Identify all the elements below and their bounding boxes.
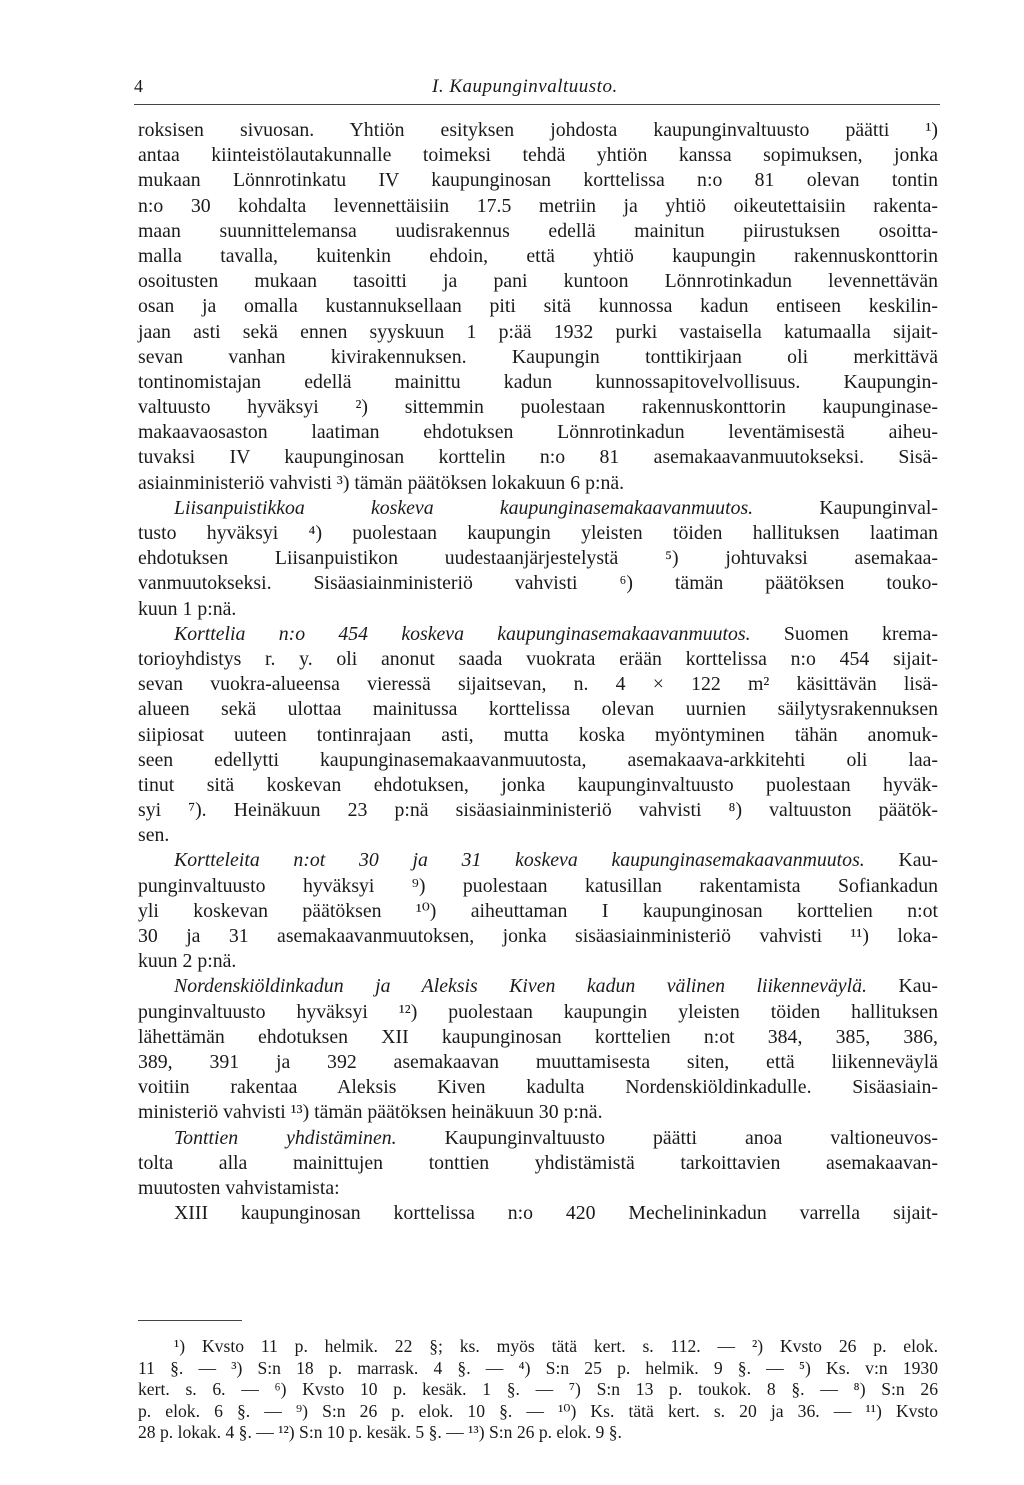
section-heading: Liisanpuistikkoa koskeva kaupunginasemakaavanmuutos. — [174, 496, 754, 519]
text-line — [138, 1126, 938, 1151]
text-line-text: lähettämän ehdotuksen XII kaupunginosan korttelien n:ot 384, 385, 386, — [138, 1025, 938, 1048]
footnote-line — [138, 1358, 938, 1380]
text-line — [138, 848, 938, 873]
text-line — [138, 420, 938, 445]
text-line — [138, 597, 938, 622]
text-line — [138, 798, 938, 823]
text-line — [138, 748, 938, 773]
text-line-text: torioyhdistys r. y. oli anonut saada vuokrata erään korttelissa n:o 454 sijait- — [138, 647, 938, 670]
text-line-text: jaan asti sekä ennen syyskuun 1 p:ää 1932 purki vastaisella katumaalla sijait- — [138, 320, 938, 343]
text-line — [138, 974, 938, 999]
text-line — [138, 496, 938, 521]
text-line-text: osan ja omalla kustannuksellaan piti sitä kunnossa kadun entiseen keskilin- — [138, 295, 938, 318]
text-line-text: kuun 1 p:nä. — [138, 597, 237, 620]
text-line — [138, 924, 938, 949]
text-line-text: Suomen krema- — [750, 622, 938, 645]
page-header — [134, 76, 940, 102]
text-line-text: ministeriö vahvisti ¹³) tämän päätöksen heinäkuun 30 p:nä. — [138, 1101, 603, 1124]
text-line-text: syi ⁷). Heinäkuun 23 p:nä sisäasiainministeriö vahvisti ⁸) valtuuston päätök- — [138, 799, 938, 822]
text-line-text: tolta alla mainittujen tonttien yhdistämistä tarkoittavien asemakaavan- — [138, 1151, 938, 1174]
text-line — [138, 1151, 938, 1176]
footnote-line-text: 11 §. — ³) S:n 18 p. marrask. 4 §. — ⁴) S:n 25 p. helmik. 9 §. — ⁵) Ks. v:n 1930 — [138, 1357, 938, 1378]
text-line-text: asiainministeriö vahvisti ³) tämän päätöksen lokakuun 6 p:nä. — [138, 471, 625, 494]
text-line-text: punginvaltuusto hyväksyi ¹²) puolestaan kaupungin yleisten töiden hallituksen — [138, 1000, 938, 1023]
text-line-text: tinut sitä koskevan ehdotuksen, jonka kaupunginvaltuusto puolestaan hyväk- — [138, 773, 938, 796]
section-heading: Nordenskiöldinkadun ja Aleksis Kiven kadun välinen liikenneväylä. — [174, 975, 867, 998]
text-line-text: seen edellytti kaupunginasemakaavanmuutosta, asemakaava-arkkitehti oli laa- — [138, 748, 938, 771]
text-line — [138, 521, 938, 546]
text-line — [138, 899, 938, 924]
text-line-text: tontinomistajan edellä mainittu kadun kunnossapitovelvollisuus. Kaupungin- — [138, 370, 938, 393]
text-line-text: sevan vuokra-alueensa vieressä sijaitsevan, n. 4 × 122 m² käsittävän lisä- — [138, 673, 938, 696]
text-line-text: Kau- — [866, 975, 938, 998]
text-line-text: roksisen sivuosan. Yhtiön esityksen johdosta kaupunginvaltuusto päätti ¹) — [138, 119, 938, 141]
section-heading: Korttelia n:o 454 koskeva kaupunginasemakaavanmuutos. — [174, 622, 751, 645]
text-line-text: n:o 30 kohdalta levennettäisiin 17.5 metriin ja yhtiö oikeutettaisiin rakenta- — [138, 194, 938, 217]
footnote-line — [138, 1379, 938, 1401]
text-line — [138, 244, 938, 269]
text-line-text: punginvaltuusto hyväksyi ⁹) puolestaan katusillan rakentamista Sofiankadun — [138, 874, 938, 897]
footnote-line-text: kert. s. 6. — ⁶) Kvsto 10 p. kesäk. 1 §. — ⁷) S:n 13 p. toukok. 8 §. — ⁸) S:n 26 — [138, 1379, 938, 1399]
text-line-text: kuun 2 p:nä. — [138, 950, 237, 973]
text-line — [138, 697, 938, 722]
text-line-text: vanmuutokseksi. Sisäasiainministeriö vahvisti ⁶) tämän päätöksen touko- — [138, 572, 938, 595]
text-line — [138, 445, 938, 470]
footnote-line — [138, 1422, 938, 1444]
text-line-text: sen. — [138, 824, 170, 847]
text-line-text: XIII kaupunginosan korttelissa n:o 420 Mechelininkadun varrella sijait- — [174, 1202, 938, 1225]
text-line — [138, 823, 938, 848]
text-line-text: makaavaosaston laatiman ehdotuksen Lönnrotinkadun leventämisestä aiheu- — [138, 421, 938, 444]
text-line — [138, 1000, 938, 1025]
footnote-line-text: ¹) Kvsto 11 p. helmik. 22 §; ks. myös tätä kert. s. 112. — ²) Kvsto 26 p. elok. — [174, 1336, 938, 1356]
text-line — [138, 1100, 938, 1125]
text-line — [138, 471, 938, 496]
text-line — [138, 194, 938, 219]
body-text — [138, 118, 938, 1226]
footnote-rule — [138, 1320, 242, 1321]
text-line — [138, 118, 938, 143]
text-line — [138, 647, 938, 672]
page-number: 4 — [134, 76, 143, 96]
text-line-text: Kau- — [864, 849, 938, 872]
text-line-text: 389, 391 ja 392 asemakaavan muuttamisesta siten, että liikenneväylä — [138, 1050, 938, 1073]
text-line-text: 30 ja 31 asemakaavanmuutoksen, jonka sisäasiainministeriö vahvisti ¹¹) loka- — [138, 925, 938, 947]
text-line — [138, 1075, 938, 1100]
text-line-text: valtuusto hyväksyi ²) sittemmin puolestaan rakennuskonttorin kaupunginase- — [138, 396, 938, 419]
section-heading: Tonttien yhdistäminen. — [174, 1126, 397, 1149]
footnote-line-text: p. elok. 6 §. — ⁹) S:n 26 p. elok. 10 §. — ¹⁰) Ks. tätä kert. s. 20 ja 36. — ¹¹) Kvsto — [138, 1400, 938, 1421]
footnotes — [138, 1336, 938, 1444]
text-line-text: voitiin rakentaa Aleksis Kiven kadulta Nordenskiöldinkadulle. Sisäasiain- — [138, 1076, 938, 1099]
text-line — [138, 723, 938, 748]
text-line-text: tusto hyväksyi ⁴) puolestaan kaupungin yleisten töiden hallituksen laatiman — [138, 522, 938, 544]
header-rule — [134, 104, 940, 105]
text-line-text: ehdotuksen Liisanpuistikon uudestaanjärjestelystä ⁵) johtuvaksi asemakaa- — [138, 547, 938, 570]
section-heading: Kortteleita n:ot 30 ja 31 koskeva kaupunginasemakaavanmuutos. — [174, 849, 865, 872]
text-line-text: sevan vanhan kivirakennuksen. Kaupungin tonttikirjaan oli merkittävä — [138, 345, 938, 368]
text-line — [138, 370, 938, 395]
text-line — [138, 1050, 938, 1075]
text-line — [138, 1176, 938, 1201]
text-line — [138, 949, 938, 974]
text-line — [138, 320, 938, 345]
text-line-text: siipiosat uuteen tontinrajaan asti, mutta koska myöntyminen tähän anomuk- — [138, 723, 938, 746]
footnote-line — [138, 1336, 938, 1358]
text-line — [138, 219, 938, 244]
text-line — [138, 395, 938, 420]
text-line-text: Kaupunginval- — [753, 496, 938, 519]
text-line — [138, 874, 938, 899]
text-line-text: alueen sekä ulottaa mainitussa korttelissa olevan uurnien säilytysrakennuksen — [138, 698, 938, 721]
text-line — [138, 143, 938, 168]
text-line-text: Kaupunginvaltuusto päätti anoa valtioneuvos- — [396, 1126, 939, 1149]
text-line-text: yli koskevan päätöksen ¹⁰) aiheuttaman I kaupunginosan korttelien n:ot — [138, 899, 938, 922]
text-line — [138, 168, 938, 193]
text-line-text: maan suunnittelemansa uudisrakennus edellä mainitun piirustuksen osoitta- — [138, 219, 938, 242]
text-line — [138, 294, 938, 319]
running-title: I. Kaupunginvaltuusto. — [432, 76, 618, 97]
text-line — [138, 622, 938, 647]
footnote-line — [138, 1401, 938, 1423]
text-line-text: mukaan Lönnrotinkatu IV kaupunginosan korttelissa n:o 81 olevan tontin — [138, 169, 938, 192]
text-line — [138, 571, 938, 596]
footnote-line-text: 28 p. lokak. 4 §. — ¹²) S:n 10 p. kesäk. 5 §. — ¹³) S:n 26 p. elok. 9 §. — [138, 1422, 622, 1442]
text-line — [138, 546, 938, 571]
text-line-text: osoitusten mukaan tasoitti ja pani kuntoon Lönnrotinkadun levennettävän — [138, 270, 938, 293]
text-line — [138, 269, 938, 294]
text-line — [138, 672, 938, 697]
text-line-text: malla tavalla, kuitenkin ehdoin, että yhtiö kaupungin rakennuskonttorin — [138, 244, 938, 267]
text-line — [138, 1201, 938, 1226]
text-line-text: muutosten vahvistamista: — [138, 1176, 340, 1199]
text-line — [138, 773, 938, 798]
text-line — [138, 1025, 938, 1050]
text-line-text: antaa kiinteistölautakunnalle toimeksi tehdä yhtiön kanssa sopimuksen, jonka — [138, 144, 938, 167]
text-line — [138, 345, 938, 370]
text-line-text: tuvaksi IV kaupunginosan korttelin n:o 81 asemakaavanmuutokseksi. Sisä- — [138, 446, 938, 469]
